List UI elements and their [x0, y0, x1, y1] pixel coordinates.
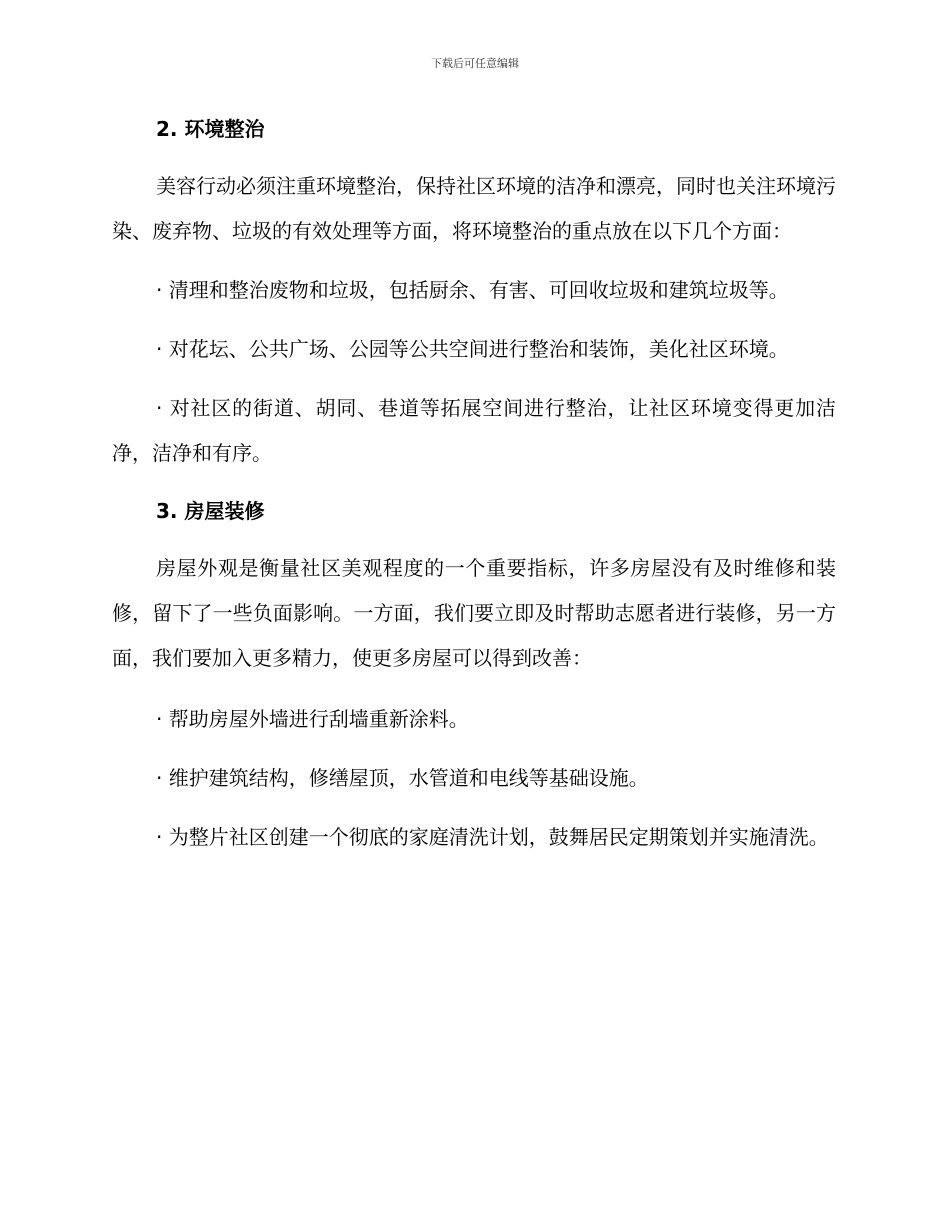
- section-heading-housing: 3. 房屋装修: [156, 499, 265, 523]
- bullet-item: · 帮助房屋外墙进行刮墙重新涂料。: [156, 707, 469, 731]
- document-body: [112, 106, 836, 860]
- bullet-item: · 维护建筑结构，修缮屋顶，水管道和电线等基础设施。: [156, 766, 649, 790]
- bullet-item: · 对社区的街道、胡同、巷道等拓展空间进行整治，让社区环境变得更加洁净，洁净和有序。: [112, 396, 836, 465]
- bullet-item: · 为整片社区创建一个彻底的家庭清洗计划，鼓舞居民定期策划并实施清洗。: [156, 825, 829, 849]
- section-intro-environment: 美容行动必须注重环境整治，保持社区环境的洁净和漂亮，同时也关注环境污染、废弃物、垃圾的有效处理等方面，将环境整治的重点放在以下几个方面：: [112, 174, 836, 243]
- bullet-item: · 对花坛、公共广场、公园等公共空间进行整治和装饰，美化社区环境。: [156, 337, 789, 361]
- section-heading-environment: 2. 环境整治: [156, 117, 265, 141]
- section-intro-housing: 房屋外观是衡量社区美观程度的一个重要指标，许多房屋没有及时维修和装修，留下了一些负面影响。一方面，我们要立即及时帮助志愿者进行装修，另一方面，我们要加入更多精力，使更多房屋可以得到改善：: [112, 556, 836, 670]
- page-header: 下载后可任意编辑: [431, 57, 519, 70]
- bullet-item: · 清理和整治废物和垃圾，包括厨余、有害、可回收垃圾和建筑垃圾等。: [156, 278, 789, 302]
